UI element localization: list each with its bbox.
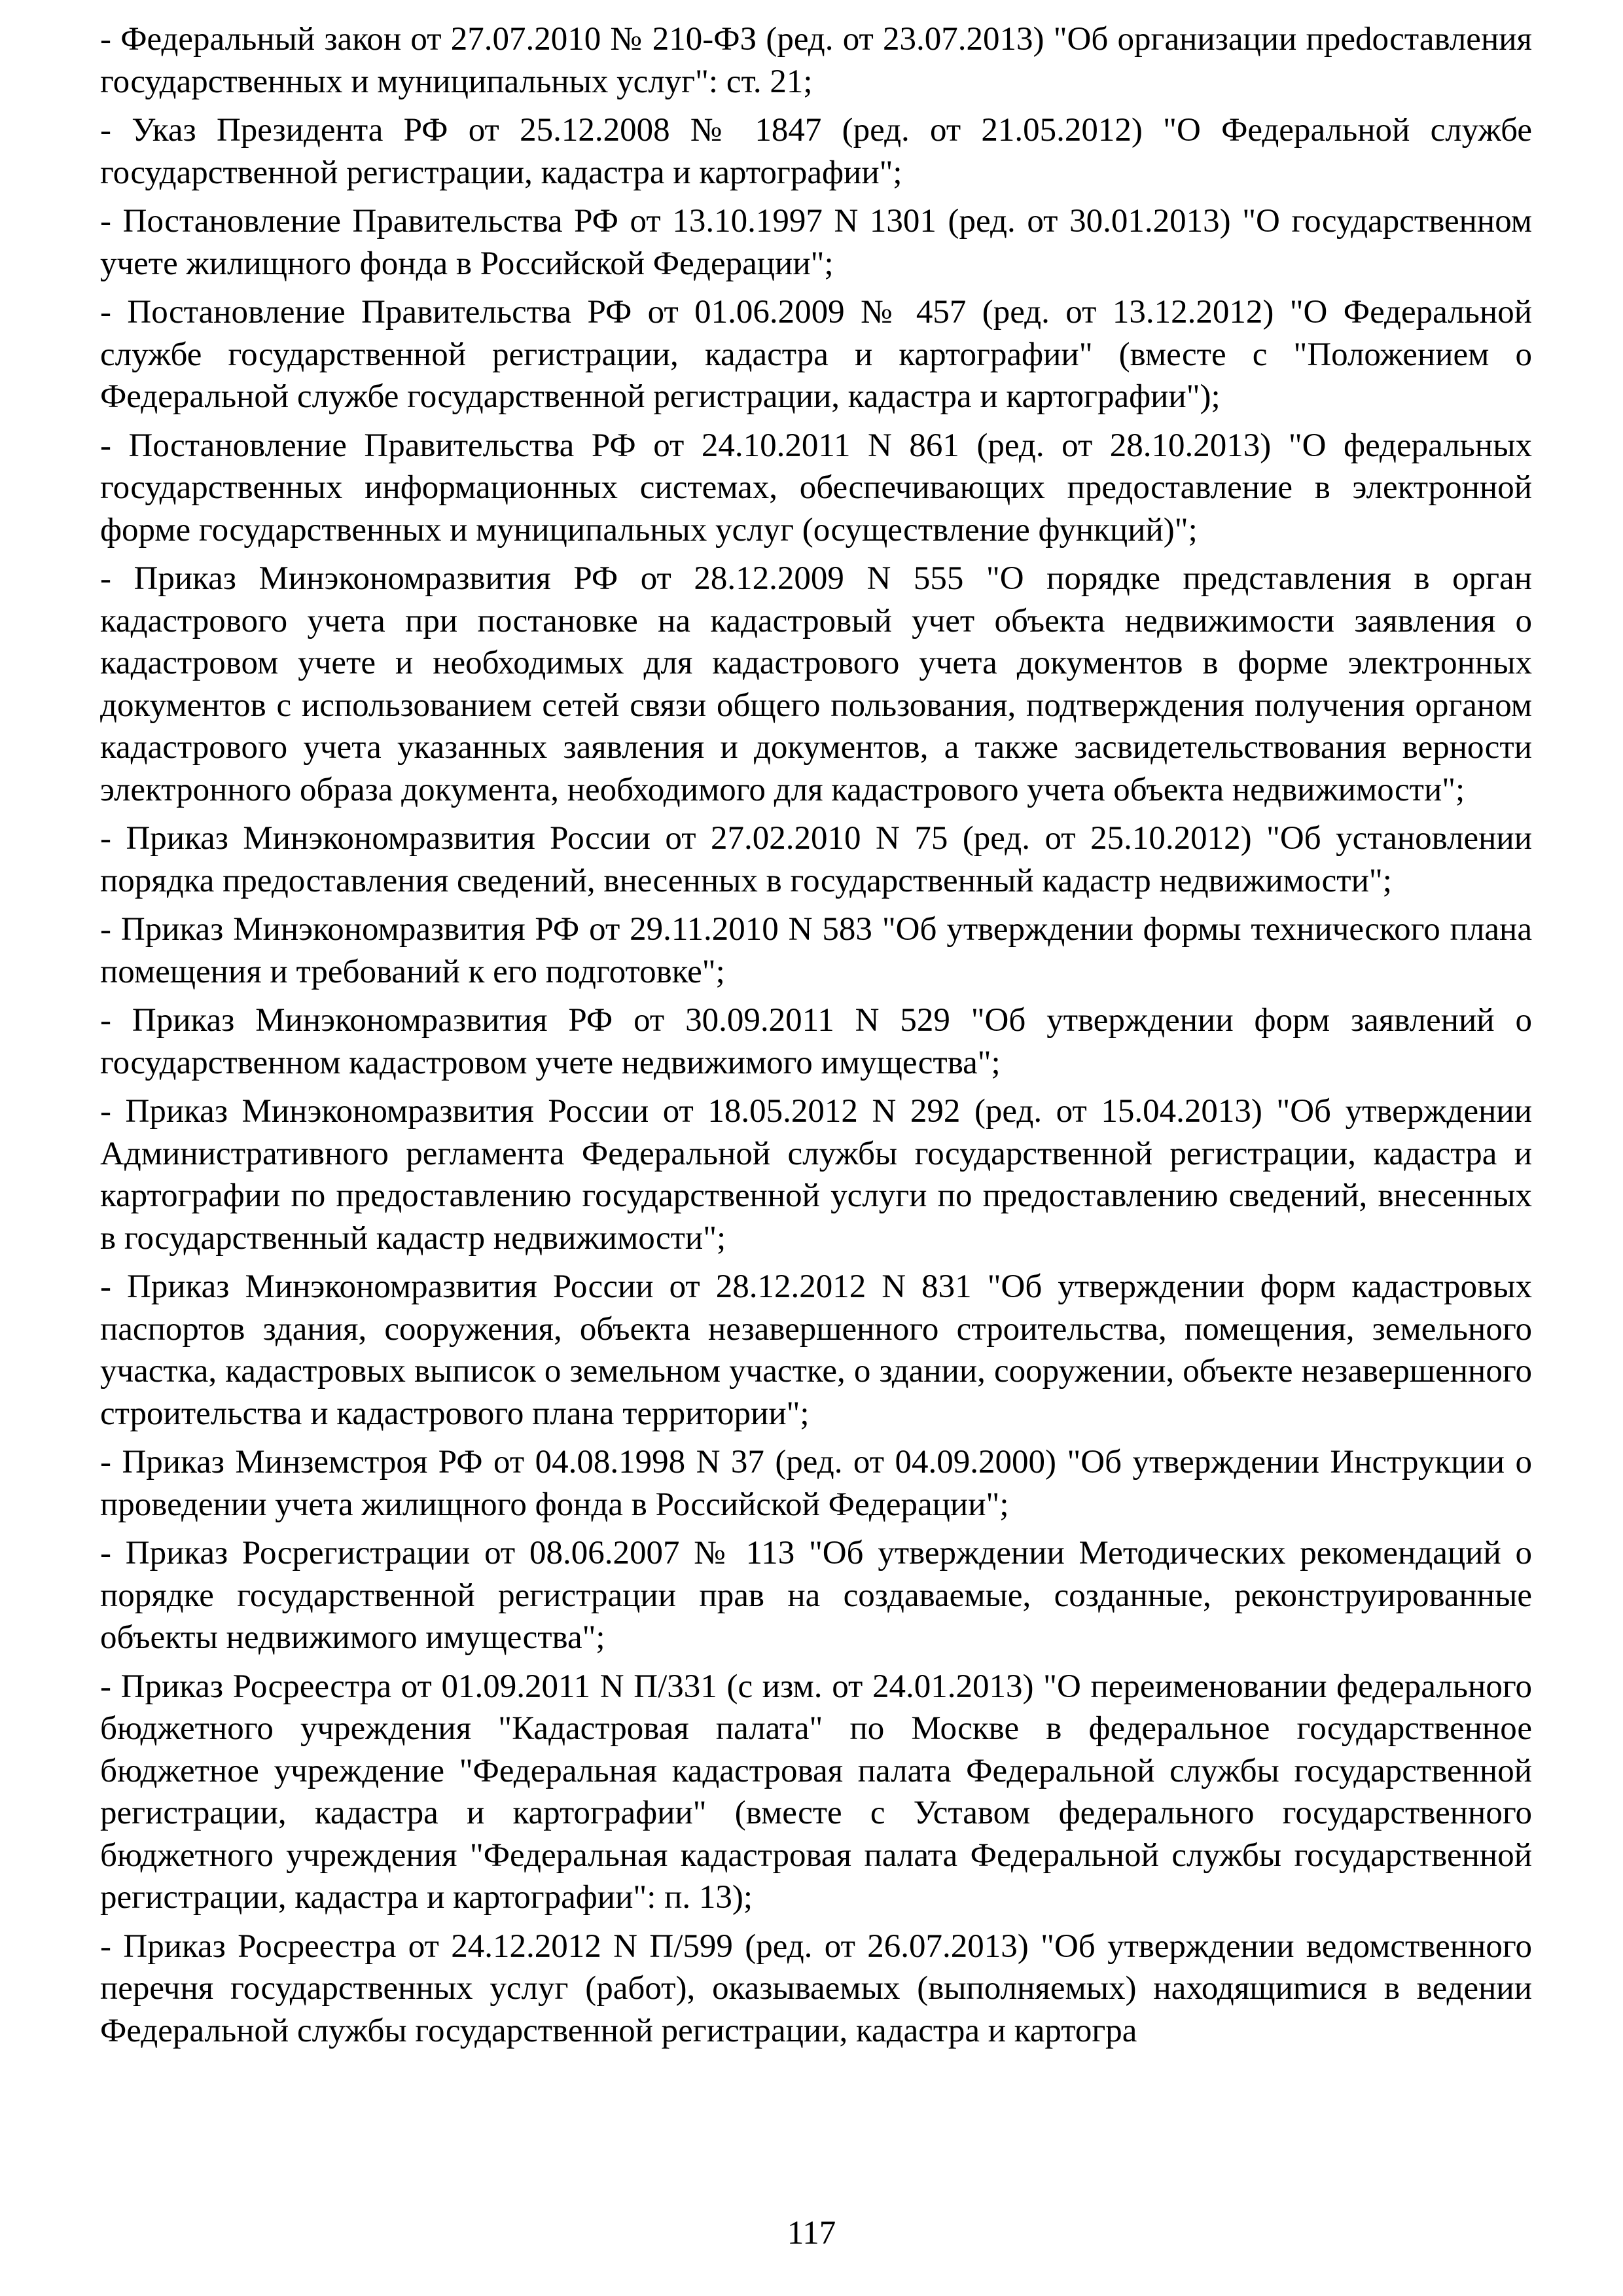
- list-item: - Постановление Правительства РФ от 01.06.2009 № 457 (ред. от 13.12.2012) "О Федеральной службе государственной регистрации, кадастра и картографии" (вместе с "Положением о Федеральной службе государственной регистрации, кадастра и картографии");: [100, 294, 1532, 415]
- list-item: - Федеральный закон от 27.07.2010 № 210-ФЗ (ред. от 23.07.2013) "Об организации преdоставления государственных и муниципальных услуг": ст. 21;: [100, 21, 1532, 100]
- list-item: - Приказ Минэкономразвития РФ от 30.09.2011 N 529 "Об утверждении форм заявлений о государственном кадастровом учете недвижимого имущества";: [100, 1002, 1532, 1081]
- list-item: - Приказ Минземстроя РФ от 04.08.1998 N 37 (ред. от 04.09.2000) "Об утверждении Инструкции о проведении учета жилищного фонда в Российской Федерации";: [100, 1444, 1532, 1523]
- list-item: - Приказ Минэкономразвития РФ от 28.12.2009 N 555 "О порядке представления в орган кадастрового учета при постановке на кадастровый учет объекта недвижимости заявления о кадастровом учете и необходимых для кадастрового учета документов в форме электронных документов с использованием сетей связи общего пользования, подтверждения получения органом кадастрового учета указанных заявления и документов, а также засвидетельствования верности электронного образа документа, необходимого для кадастрового учета объекта недвижимости";: [100, 560, 1532, 808]
- list-item: - Постановление Правительства РФ от 24.10.2011 N 861 (ред. от 28.10.2013) "О федеральных государственных информационных системах, обеспечивающих предоставление в электронной форме государственных и муниципальных услуг (осуществление функций)";: [100, 427, 1532, 548]
- list-item: - Приказ Минэкономразвития России от 27.02.2010 N 75 (ред. от 25.10.2012) "Об установлении порядка предоставления сведений, внесенных в государственный кадастр недвижимости";: [100, 820, 1532, 899]
- document-page: [100, 18, 1532, 2058]
- list-item: - Указ Президента РФ от 25.12.2008 № 1847 (ред. от 21.05.2012) "О Федеральной службе государственной регистрации, кадастра и картографии";: [100, 112, 1532, 191]
- list-item: - Приказ Росреестра от 24.12.2012 N П/599 (ред. от 26.07.2013) "Об утверждении ведомственного перечня государственных услуг (работ), оказываемых (выполняемых) находящиmися в ведении Федеральной службы государственной регистрации, кадастра и картогра: [100, 1928, 1532, 2049]
- list-item: - Приказ Росреестра от 01.09.2011 N П/331 (с изм. от 24.01.2013) "О переименовании федерального бюджетного учреждения "Кадастровая палата" по Москве в федеральное государственное бюджетное учреждение "Федеральная кадастровая палата Федеральной службы государственной регистрации, кадастра и картографии" (вместе с Уставом федерального государственного бюджетного учреждения "Федеральная кадастровая палата Федеральной службы государственной регистрации, кадастра и картографии": п. 13);: [100, 1668, 1532, 1916]
- list-item: - Приказ Росрегистрации от 08.06.2007 № 113 "Об утверждении Методических рекомендаций о порядке государственной регистрации прав на создаваемые, созданные, реконструированные объекты недвижимого имущества";: [100, 1535, 1532, 1656]
- list-item: - Приказ Минэкономразвития РФ от 29.11.2010 N 583 "Об утверждении формы технического плана помещения и требований к его подготовке";: [100, 911, 1532, 990]
- list-item: - Приказ Минэкономразвития России от 18.05.2012 N 292 (ред. от 15.04.2013) "Об утверждении Административного регламента Федеральной службы государственной регистрации, кадастра и картографии по предоставлению государственной услуги по предоставлению сведений, внесенных в государственный кадастр недвижимости";: [100, 1093, 1532, 1257]
- page-number: 117: [787, 2215, 836, 2251]
- list-item: - Постановление Правительства РФ от 13.10.1997 N 1301 (ред. от 30.01.2013) "О государственном учете жилищного фонда в Российской Федерации";: [100, 203, 1532, 282]
- list-item: - Приказ Минэкономразвития России от 28.12.2012 N 831 "Об утверждении форм кадастровых паспортов здания, сооружения, объекта незавершенного строительства, помещения, земельного участка, кадастровых выписок о земельном участке, о здании, сооружении, объекте незавершенного строительства и кадастрового плана территории";: [100, 1268, 1532, 1432]
